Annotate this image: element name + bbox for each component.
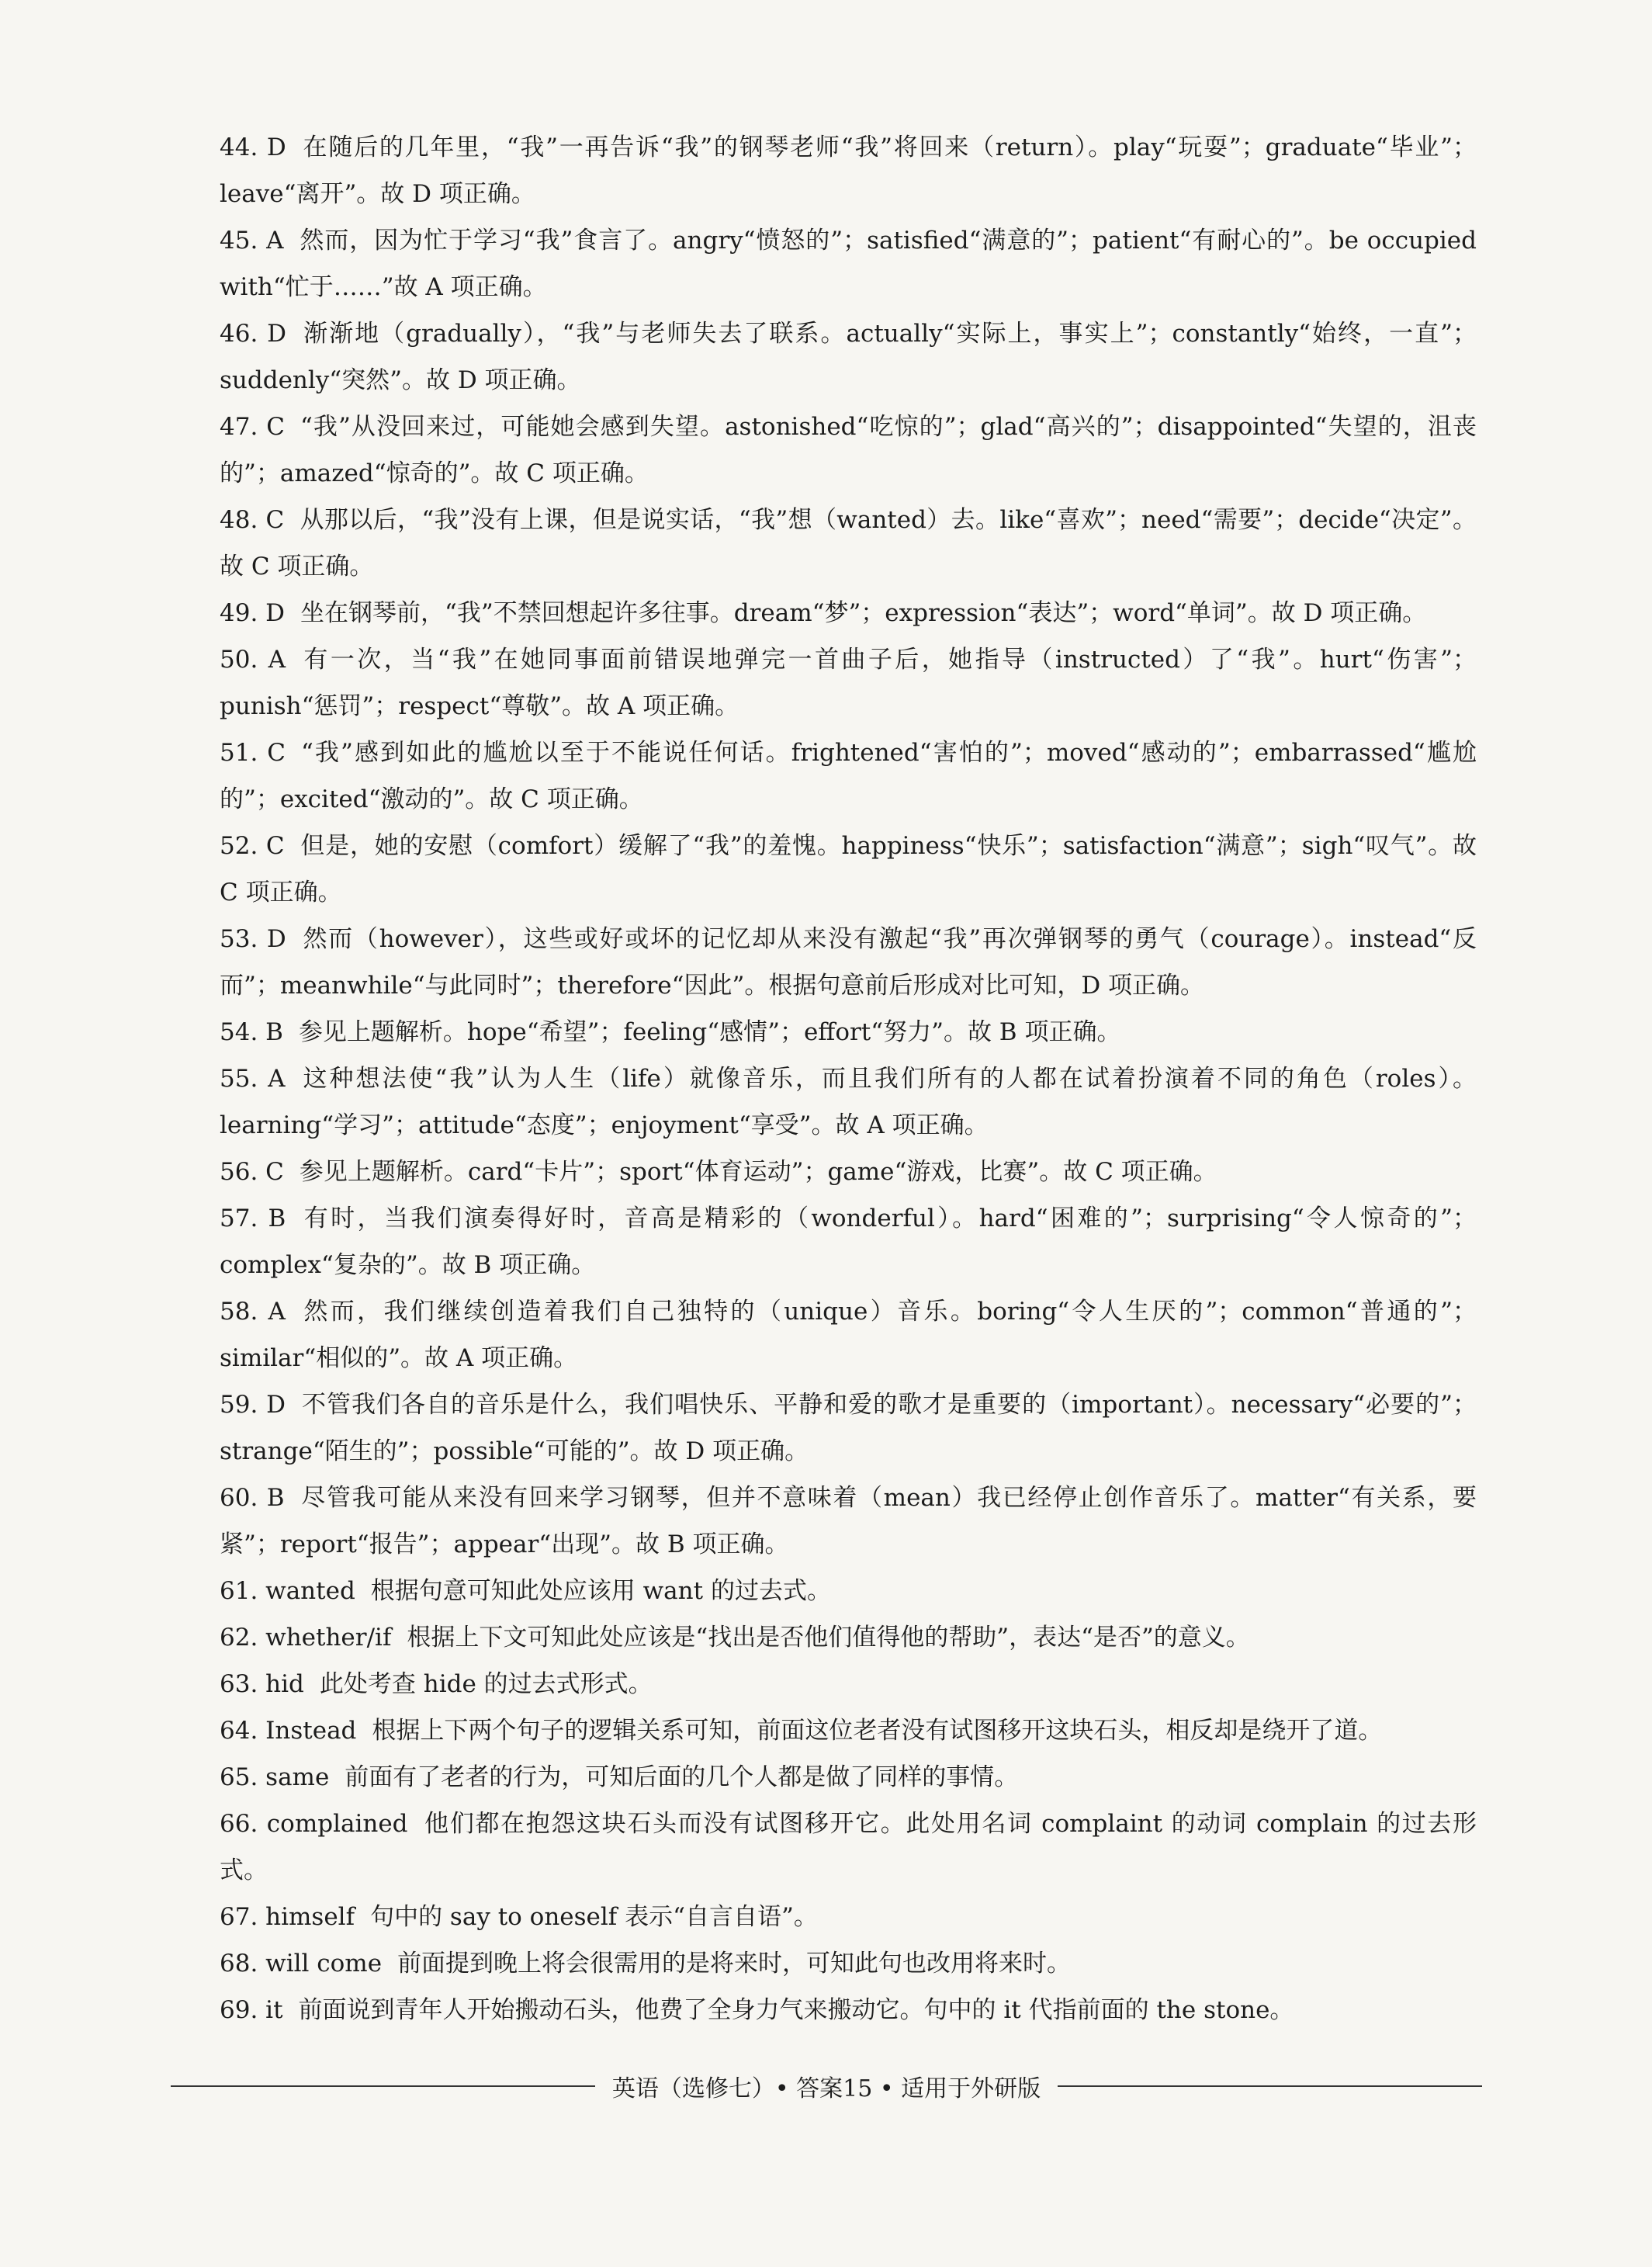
answer-entry bbox=[220, 404, 1477, 497]
answer-explanation: 有一次，当“我”在她同事面前错误地弹完一首曲子后，她指导（instructed）了“我”。hurt“伤害”；punish“惩罚”；respect“尊敬”。故 A 项正确。 bbox=[220, 646, 1477, 720]
answer-entry bbox=[220, 916, 1477, 1009]
answer-number: 66. complained bbox=[220, 1810, 408, 1838]
answer-explanation: 参见上题解析。card“卡片”；sport“体育运动”；game“游戏，比赛”。故 C 项正确。 bbox=[299, 1158, 1217, 1186]
answer-number: 65. same bbox=[220, 1763, 330, 1791]
answer-number: 48. C bbox=[220, 506, 285, 534]
answer-entry bbox=[220, 1661, 1477, 1707]
answer-explanation: 句中的 say to oneself 表示“自言自语”。 bbox=[370, 1903, 818, 1931]
page-footer bbox=[171, 2071, 1482, 2102]
answer-number: 68. will come bbox=[220, 1950, 383, 1978]
answer-explanation: 渐渐地（gradually），“我”与老师失去了联系。actually“实际上，事实上”；constantly“始终，一直”；suddenly“突然”。故 D 项正确。 bbox=[220, 320, 1477, 394]
answer-number: 51. C bbox=[220, 739, 286, 767]
answer-explanation: 尽管我可能从来没有回来学习钢琴，但并不意味着（mean）我已经停止创作音乐了。matter“有关系，要紧”；report“报告”；appear“出现”。故 B 项正确。 bbox=[220, 1484, 1477, 1558]
answer-number: 58. A bbox=[220, 1298, 286, 1326]
answer-explanation: 在随后的几年里，“我”一再告诉“我”的钢琴老师“我”将回来（return）。play“玩耍”；graduate“毕业”；leave“离开”。故 D 项正确。 bbox=[220, 133, 1477, 208]
answer-number: 55. A bbox=[220, 1065, 286, 1093]
answer-number: 63. hid bbox=[220, 1670, 304, 1698]
answer-explanation: 从那以后，“我”没有上课，但是说实话，“我”想（wanted）去。like“喜欢”；need“需要”；decide“决定”。故 C 项正确。 bbox=[220, 506, 1477, 581]
answer-number: 53. D bbox=[220, 925, 286, 953]
answer-number: 52. C bbox=[220, 832, 285, 860]
answer-entry bbox=[220, 1568, 1477, 1614]
answer-explanation: 有时，当我们演奏得好时，音高是精彩的（wonderful）。hard“困难的”；surprising“令人惊奇的”；complex“复杂的”。故 B 项正确。 bbox=[220, 1205, 1477, 1279]
answer-explanation: 坐在钢琴前，“我”不禁回想起许多往事。dream“梦”；expression“表达”；word“单词”。故 D 项正确。 bbox=[300, 599, 1427, 627]
answer-explanation: 他们都在抱怨这块石头而没有试图移开它。此处用名词 complaint 的动词 complain 的过去形式。 bbox=[220, 1810, 1477, 1884]
answer-entry bbox=[220, 124, 1477, 217]
answer-entry bbox=[220, 1940, 1477, 1987]
answer-entry bbox=[220, 310, 1477, 404]
answer-number: 69. it bbox=[220, 1996, 283, 2024]
answer-entry bbox=[220, 1288, 1477, 1381]
footer-text: 英语（选修七）• 答案15 • 适用于外研版 bbox=[611, 2075, 1041, 2102]
footer-rule-right bbox=[1058, 2085, 1482, 2087]
answer-entry bbox=[220, 1475, 1477, 1568]
answer-entry bbox=[220, 1381, 1477, 1475]
answer-entry bbox=[220, 217, 1477, 310]
answer-number: 62. whether/if bbox=[220, 1624, 392, 1652]
answer-explanation: 根据句意可知此处应该用 want 的过去式。 bbox=[370, 1577, 831, 1605]
answer-number: 49. D bbox=[220, 599, 286, 627]
answer-number: 67. himself bbox=[220, 1903, 355, 1931]
answer-explanation: 然而（however），这些或好或坏的记忆却从来没有激起“我”再次弹钢琴的勇气（courage）。instead“反而”；meanwhile“与此同时”；therefore“因此”。根据句意前后形成对比可知，D 项正确。 bbox=[220, 925, 1477, 1000]
answer-entry bbox=[220, 1801, 1477, 1894]
answer-entry bbox=[220, 1195, 1477, 1288]
answer-entry bbox=[220, 590, 1477, 636]
answer-number: 54. B bbox=[220, 1018, 283, 1046]
answer-explanation: 然而，因为忙于学习“我”食言了。angry“愤怒的”；satisfied“满意的”；patient“有耐心的”。be occupied with“忙于……”故 A 项正确。 bbox=[220, 227, 1477, 301]
answer-entry bbox=[220, 497, 1477, 590]
answer-explanation: 前面有了老者的行为，可知后面的几个人都是做了同样的事情。 bbox=[345, 1763, 1019, 1791]
answer-entry bbox=[220, 636, 1477, 730]
answer-entry bbox=[220, 730, 1477, 823]
answer-entry bbox=[220, 1614, 1477, 1661]
answer-number: 60. B bbox=[220, 1484, 285, 1512]
answer-explanation: 但是，她的安慰（comfort）缓解了“我”的羞愧。happiness“快乐”；satisfaction“满意”；sigh“叹气”。故 C 项正确。 bbox=[220, 832, 1477, 906]
answer-explanation: 前面说到青年人开始搬动石头，他费了全身力气来搬动它。句中的 it 代指前面的 the stone。 bbox=[298, 1996, 1294, 2024]
answer-number: 61. wanted bbox=[220, 1577, 355, 1605]
answer-number: 59. D bbox=[220, 1391, 286, 1419]
answer-number: 44. D bbox=[220, 133, 286, 161]
answer-explanation: “我”从没回来过，可能她会感到失望。astonished“吃惊的”；glad“高兴的”；disappointed“失望的，沮丧的”；amazed“惊奇的”。故 C 项正确。 bbox=[220, 413, 1477, 487]
answer-entry bbox=[220, 1056, 1477, 1149]
answer-explanation: 根据上下文可知此处应该是“找出是否他们值得他的帮助”，表达“是否”的意义。 bbox=[407, 1624, 1250, 1652]
answer-number: 45. A bbox=[220, 227, 284, 255]
answer-number: 64. Instead bbox=[220, 1717, 357, 1745]
answer-explanation: 前面提到晚上将会很需用的是将来时，可知此句也改用将来时。 bbox=[397, 1950, 1072, 1978]
answer-entry bbox=[220, 1894, 1477, 1940]
answer-entry bbox=[220, 1987, 1477, 2033]
answer-number: 47. C bbox=[220, 413, 285, 441]
answer-entry bbox=[220, 1754, 1477, 1801]
footer-rule-left bbox=[171, 2085, 595, 2087]
answer-explanation: 此处考查 hide 的过去式形式。 bbox=[319, 1670, 653, 1698]
answer-entry bbox=[220, 823, 1477, 916]
answer-explanation: 不管我们各自的音乐是什么，我们唱快乐、平静和爱的歌才是重要的（important）。necessary“必要的”；strange“陌生的”；possible“可能的”。故 D 项正确。 bbox=[220, 1391, 1477, 1465]
answer-entry bbox=[220, 1707, 1477, 1754]
answer-number: 56. C bbox=[220, 1158, 284, 1186]
answer-explanation: 根据上下两个句子的逻辑关系可知，前面这位老者没有试图移开这块石头，相反却是绕开了道。 bbox=[372, 1717, 1383, 1745]
answer-explanation: “我”感到如此的尴尬以至于不能说任何话。frightened“害怕的”；moved“感动的”；embarrassed“尴尬的”；excited“激动的”。故 C 项正确。 bbox=[220, 739, 1477, 813]
answer-entry bbox=[220, 1149, 1477, 1195]
answer-explanation: 参见上题解析。hope“希望”；feeling“感情”；effort“努力”。故 B 项正确。 bbox=[298, 1018, 1121, 1046]
answer-number: 50. A bbox=[220, 646, 286, 674]
answer-entry bbox=[220, 1009, 1477, 1056]
answer-number: 57. B bbox=[220, 1205, 286, 1232]
answer-list bbox=[220, 124, 1477, 2033]
answer-explanation: 然而，我们继续创造着我们自己独特的（unique）音乐。boring“令人生厌的”；common“普通的”；similar“相似的”。故 A 项正确。 bbox=[220, 1298, 1477, 1372]
answer-explanation: 这种想法使“我”认为人生（life）就像音乐，而且我们所有的人都在试着扮演着不同的角色（roles）。learning“学习”；attitude“态度”；enjoyment“享受”。故 A 项正确。 bbox=[220, 1065, 1477, 1139]
answer-number: 46. D bbox=[220, 320, 287, 348]
